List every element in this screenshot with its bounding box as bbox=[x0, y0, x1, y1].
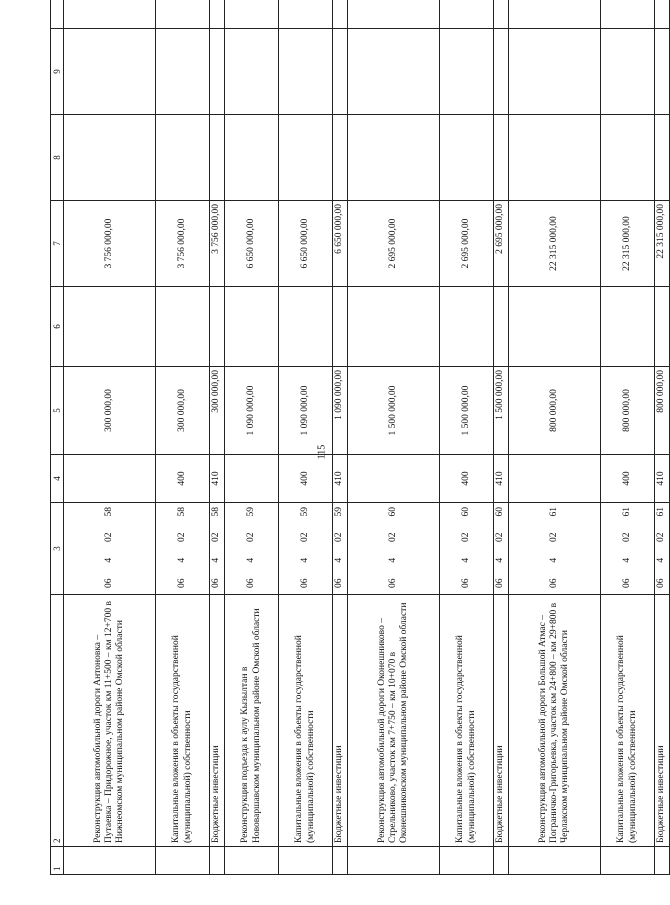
row-name-cell: Капитальные вложения в объекты государственной (муниципальной) собственности bbox=[279, 595, 333, 847]
amount-col7-cell: 2 695 000,00 bbox=[348, 201, 440, 287]
code-part: 06 bbox=[211, 578, 222, 588]
code-part: 4 bbox=[548, 557, 559, 563]
code-part: 4 bbox=[460, 557, 471, 563]
amount-col8-cell bbox=[348, 115, 440, 201]
column-header: 4 bbox=[51, 455, 64, 503]
code-part: 4 bbox=[245, 557, 256, 563]
column-header: 5 bbox=[51, 367, 64, 455]
code-part: 02 bbox=[495, 532, 506, 542]
classification-code-cell bbox=[655, 503, 670, 595]
table-row bbox=[156, 0, 210, 875]
code-part: 06 bbox=[387, 578, 398, 588]
expense-type-cell: 400 bbox=[440, 455, 494, 503]
amount-col5-cell: 1 090 000,00 bbox=[225, 367, 279, 455]
amount-col8-cell bbox=[156, 115, 210, 201]
expense-type-cell: 400 bbox=[601, 455, 655, 503]
amount-col9-cell bbox=[225, 29, 279, 115]
amount-col5-cell: 300 000,00 bbox=[64, 367, 156, 455]
amount-col6-cell bbox=[348, 287, 440, 367]
code-part: 06 bbox=[656, 578, 667, 588]
amount-col6-cell bbox=[601, 287, 655, 367]
classification-codes bbox=[495, 503, 506, 594]
table-row bbox=[279, 0, 333, 875]
row-number-cell bbox=[333, 847, 348, 875]
amount-col7-cell: 6 650 000,00 bbox=[279, 201, 333, 287]
row-name-cell: Реконструкция автомобильной дороги Большой Атмас – Пограничко-Григорьевка, участок км 24+800 – км 29+800 в Черлакском муниципальном районе Омской области bbox=[509, 595, 601, 847]
code-part: 02 bbox=[245, 532, 256, 542]
row-name-cell: Бюджетные инвестиции bbox=[333, 595, 348, 847]
amount-col10-cell bbox=[279, 0, 333, 29]
classification-codes bbox=[461, 503, 472, 594]
row-name-cell: Бюджетные инвестиции bbox=[494, 595, 509, 847]
column-header: 2 bbox=[51, 595, 64, 847]
code-part: 61 bbox=[548, 507, 559, 517]
code-part: 61 bbox=[656, 507, 667, 517]
classification-code-cell bbox=[210, 503, 225, 595]
amount-col6-cell bbox=[333, 287, 348, 367]
classification-code-cell bbox=[509, 503, 601, 595]
amount-col8-cell bbox=[601, 115, 655, 201]
code-part: 60 bbox=[495, 507, 506, 517]
classification-codes bbox=[177, 503, 188, 594]
table-row bbox=[440, 0, 494, 875]
amount-col7-cell: 2 695 000,00 bbox=[440, 201, 494, 287]
classification-code-cell bbox=[440, 503, 494, 595]
amount-col8-cell bbox=[279, 115, 333, 201]
code-part: 02 bbox=[334, 532, 345, 542]
code-part: 02 bbox=[103, 532, 114, 542]
expense-type-cell: 410 bbox=[333, 455, 348, 503]
amount-col10-cell bbox=[348, 0, 440, 29]
amount-col6-cell bbox=[210, 287, 225, 367]
expense-type-cell: 410 bbox=[494, 455, 509, 503]
column-header: 7 bbox=[51, 201, 64, 287]
amount-col8-cell bbox=[333, 115, 348, 201]
amount-col8-cell bbox=[440, 115, 494, 201]
amount-col9-cell bbox=[509, 29, 601, 115]
code-part: 02 bbox=[387, 532, 398, 542]
table-row bbox=[494, 0, 509, 875]
amount-col10-cell bbox=[156, 0, 210, 29]
expense-type-cell bbox=[64, 455, 156, 503]
code-part: 58 bbox=[211, 507, 222, 517]
amount-col9-cell bbox=[601, 29, 655, 115]
amount-col9-cell bbox=[348, 29, 440, 115]
row-number-cell bbox=[64, 847, 156, 875]
amount-col6-cell bbox=[655, 287, 670, 367]
amount-col5-cell: 1 500 000,00 bbox=[440, 367, 494, 455]
code-part: 02 bbox=[460, 532, 471, 542]
amount-col7-cell: 3 756 000,00 bbox=[156, 201, 210, 287]
code-part: 4 bbox=[299, 557, 310, 563]
amount-col10-cell bbox=[333, 0, 348, 29]
code-part: 02 bbox=[299, 532, 310, 542]
expense-type-cell: 400 bbox=[279, 455, 333, 503]
row-name-cell: Капитальные вложения в объекты государственной (муниципальной) собственности bbox=[601, 595, 655, 847]
row-name-cell: Бюджетные инвестиции bbox=[210, 595, 225, 847]
code-part: 06 bbox=[460, 578, 471, 588]
code-part: 60 bbox=[460, 507, 471, 517]
amount-col10-cell bbox=[210, 0, 225, 29]
code-part: 06 bbox=[245, 578, 256, 588]
row-number-cell bbox=[655, 847, 670, 875]
amount-col7-cell: 6 650 000,00 bbox=[225, 201, 279, 287]
code-part: 59 bbox=[334, 507, 345, 517]
amount-col8-cell bbox=[210, 115, 225, 201]
amount-col7-cell: 6 650 000,00 bbox=[333, 201, 348, 287]
row-number-cell bbox=[156, 847, 210, 875]
amount-col9-cell bbox=[333, 29, 348, 115]
table-row bbox=[225, 0, 279, 875]
amount-col5-cell: 300 000,00 bbox=[210, 367, 225, 455]
table-row bbox=[333, 0, 348, 875]
amount-col5-cell: 800 000,00 bbox=[509, 367, 601, 455]
amount-col9-cell bbox=[64, 29, 156, 115]
amount-col10-cell bbox=[225, 0, 279, 29]
classification-codes bbox=[211, 503, 222, 594]
code-part: 58 bbox=[176, 507, 187, 517]
amount-col5-cell: 800 000,00 bbox=[655, 367, 670, 455]
table-row bbox=[655, 0, 670, 875]
amount-col7-cell: 3 756 000,00 bbox=[64, 201, 156, 287]
amount-col10-cell bbox=[440, 0, 494, 29]
column-header: 8 bbox=[51, 115, 64, 201]
amount-col5-cell: 300 000,00 bbox=[156, 367, 210, 455]
row-name-cell: Реконструкция подъезда к аулу Кызылтан в Нововаршавском муниципальном районе Омской области bbox=[225, 595, 279, 847]
code-part: 4 bbox=[334, 557, 345, 563]
amount-col5-cell: 1 500 000,00 bbox=[348, 367, 440, 455]
row-number-cell bbox=[509, 847, 601, 875]
code-part: 59 bbox=[245, 507, 256, 517]
classification-code-cell bbox=[225, 503, 279, 595]
amount-col9-cell bbox=[279, 29, 333, 115]
amount-col9-cell bbox=[156, 29, 210, 115]
classification-codes bbox=[334, 503, 345, 594]
table-row bbox=[601, 0, 655, 875]
code-part: 60 bbox=[387, 507, 398, 517]
table-row bbox=[210, 0, 225, 875]
code-part: 02 bbox=[176, 532, 187, 542]
row-number-cell bbox=[225, 847, 279, 875]
expense-type-cell bbox=[225, 455, 279, 503]
amount-col7-cell: 2 695 000,00 bbox=[494, 201, 509, 287]
amount-col7-cell: 3 756 000,00 bbox=[210, 201, 225, 287]
classification-code-cell bbox=[601, 503, 655, 595]
classification-code-cell bbox=[494, 503, 509, 595]
code-part: 06 bbox=[334, 578, 345, 588]
code-part: 06 bbox=[299, 578, 310, 588]
amount-col6-cell bbox=[440, 287, 494, 367]
amount-col5-cell: 1 090 000,00 bbox=[279, 367, 333, 455]
table-row bbox=[348, 0, 440, 875]
row-name-cell: Капитальные вложения в объекты государственной (муниципальной) собственности bbox=[156, 595, 210, 847]
code-part: 58 bbox=[103, 507, 114, 517]
code-part: 02 bbox=[211, 532, 222, 542]
code-part: 06 bbox=[621, 578, 632, 588]
expense-type-cell bbox=[509, 455, 601, 503]
classification-codes bbox=[300, 503, 311, 594]
code-part: 4 bbox=[103, 557, 114, 563]
classification-code-cell bbox=[348, 503, 440, 595]
amount-col5-cell: 800 000,00 bbox=[601, 367, 655, 455]
budget-table bbox=[50, 0, 670, 875]
column-header: 6 bbox=[51, 287, 64, 367]
row-number-cell bbox=[348, 847, 440, 875]
classification-codes bbox=[656, 503, 667, 594]
amount-col8-cell bbox=[494, 115, 509, 201]
row-number-cell bbox=[601, 847, 655, 875]
amount-col6-cell bbox=[156, 287, 210, 367]
table-row bbox=[64, 0, 156, 875]
classification-code-cell bbox=[279, 503, 333, 595]
amount-col10-cell bbox=[64, 0, 156, 29]
amount-col10-cell bbox=[494, 0, 509, 29]
classification-code-cell bbox=[64, 503, 156, 595]
column-number-row bbox=[51, 0, 64, 875]
amount-col8-cell bbox=[655, 115, 670, 201]
amount-col9-cell bbox=[655, 29, 670, 115]
classification-codes bbox=[388, 503, 399, 594]
classification-codes bbox=[549, 503, 560, 594]
code-part: 61 bbox=[621, 507, 632, 517]
code-part: 06 bbox=[103, 578, 114, 588]
classification-code-cell bbox=[333, 503, 348, 595]
amount-col10-cell bbox=[601, 0, 655, 29]
amount-col8-cell bbox=[509, 115, 601, 201]
amount-col5-cell: 1 090 000,00 bbox=[333, 367, 348, 455]
amount-col6-cell bbox=[64, 287, 156, 367]
amount-col9-cell bbox=[440, 29, 494, 115]
code-part: 06 bbox=[176, 578, 187, 588]
code-part: 4 bbox=[387, 557, 398, 563]
code-part: 4 bbox=[176, 557, 187, 563]
classification-codes bbox=[622, 503, 633, 594]
code-part: 4 bbox=[656, 557, 667, 563]
table-row bbox=[509, 0, 601, 875]
row-number-cell bbox=[494, 847, 509, 875]
expense-type-cell: 400 bbox=[156, 455, 210, 503]
amount-col8-cell bbox=[225, 115, 279, 201]
code-part: 4 bbox=[495, 557, 506, 563]
page-number: 115 bbox=[316, 444, 328, 460]
column-header: 1 bbox=[51, 847, 64, 875]
budget-table-body bbox=[64, 0, 670, 875]
row-name-cell: Капитальные вложения в объекты государственной (муниципальной) собственности bbox=[440, 595, 494, 847]
amount-col6-cell bbox=[225, 287, 279, 367]
expense-type-cell: 410 bbox=[655, 455, 670, 503]
amount-col6-cell bbox=[279, 287, 333, 367]
amount-col9-cell bbox=[494, 29, 509, 115]
code-part: 06 bbox=[548, 578, 559, 588]
amount-col7-cell: 22 315 000,00 bbox=[509, 201, 601, 287]
code-part: 02 bbox=[621, 532, 632, 542]
expense-type-cell bbox=[348, 455, 440, 503]
row-name-cell: Реконструкция автомобильной дороги Оконешниково – Стрельниково, участок км 7+750 – км 10+070 в Оконешниковском муниципальном районе Омской области bbox=[348, 595, 440, 847]
classification-codes bbox=[104, 503, 115, 594]
amount-col8-cell bbox=[64, 115, 156, 201]
row-name-cell: Реконструкция автомобильной дороги Антоновка – Путаевка – Придорожное, участок км 11+500 – км 12+700 в Нижнеомском муниципальном районе Омской области bbox=[64, 595, 156, 847]
amount-col6-cell bbox=[494, 287, 509, 367]
amount-col6-cell bbox=[509, 287, 601, 367]
expense-type-cell: 410 bbox=[210, 455, 225, 503]
amount-col10-cell bbox=[655, 0, 670, 29]
amount-col7-cell: 22 315 000,00 bbox=[655, 201, 670, 287]
amount-col7-cell: 22 315 000,00 bbox=[601, 201, 655, 287]
code-part: 06 bbox=[495, 578, 506, 588]
code-part: 02 bbox=[656, 532, 667, 542]
classification-codes bbox=[246, 503, 257, 594]
row-number-cell bbox=[279, 847, 333, 875]
code-part: 4 bbox=[621, 557, 632, 563]
column-header: 9 bbox=[51, 29, 64, 115]
code-part: 59 bbox=[299, 507, 310, 517]
code-part: 4 bbox=[211, 557, 222, 563]
amount-col10-cell bbox=[509, 0, 601, 29]
budget-table-container bbox=[50, 45, 667, 875]
column-header: 3 bbox=[51, 503, 64, 595]
amount-col9-cell bbox=[210, 29, 225, 115]
row-number-cell bbox=[210, 847, 225, 875]
row-name-cell: Бюджетные инвестиции bbox=[655, 595, 670, 847]
amount-col5-cell: 1 500 000,00 bbox=[494, 367, 509, 455]
row-number-cell bbox=[440, 847, 494, 875]
column-header bbox=[51, 0, 64, 29]
classification-code-cell bbox=[156, 503, 210, 595]
code-part: 02 bbox=[548, 532, 559, 542]
